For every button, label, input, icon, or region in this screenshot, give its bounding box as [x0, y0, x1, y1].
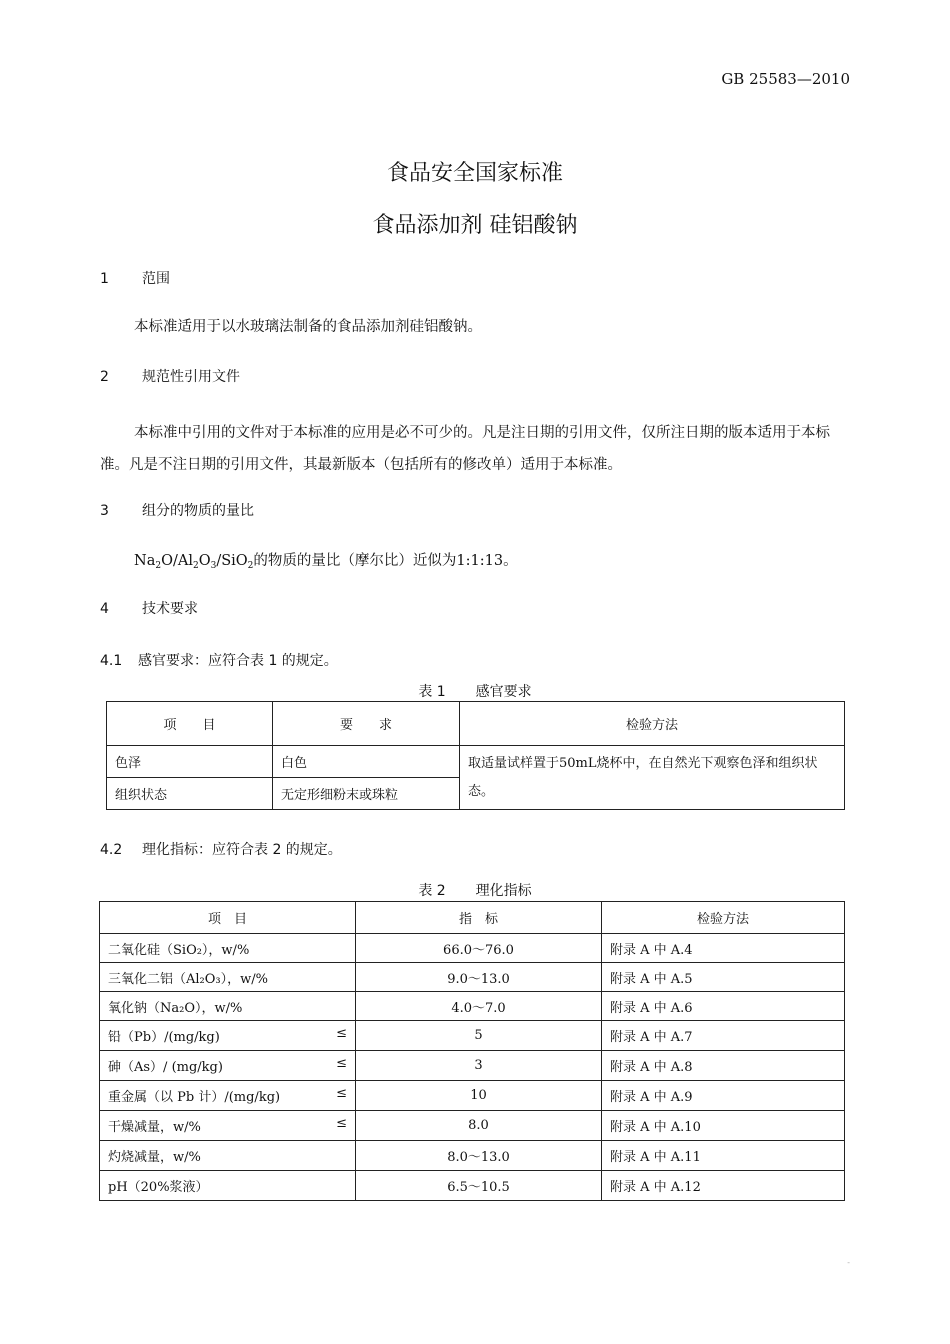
table-row [100, 1081, 845, 1111]
section-title: 技术要求 [142, 601, 198, 617]
section-title: 理化指标：应符合表 2 的规定。 [142, 842, 342, 858]
formula-part: O [198, 553, 211, 569]
table-cell: 色泽 [107, 746, 273, 778]
section-1-text [100, 311, 852, 343]
table-row [100, 934, 845, 963]
section-4-2-heading [100, 839, 342, 859]
section-title: 规范性引用文件 [142, 369, 240, 385]
table-header-row [107, 702, 845, 746]
paragraph-text: 本标准适用于以水玻璃法制备的食品添加剂硅铝酸钠。 [134, 319, 482, 335]
table-cell: 8.0 [356, 1111, 602, 1141]
table-1 [106, 701, 845, 810]
table-cell [100, 1111, 356, 1141]
document-title: 食品安全国家标准 [386, 161, 563, 186]
formula-subscript: 2 [247, 561, 254, 571]
formula-subscript: 3 [210, 561, 217, 571]
table-cell: 10 [356, 1081, 602, 1111]
document-subtitle: 食品添加剂 硅铝酸钠 [372, 213, 578, 238]
standard-code: GB 25583—2010 [721, 70, 850, 88]
table-cell [100, 934, 356, 963]
table-cell: 附录 A 中 A.11 [602, 1141, 845, 1171]
table-row [107, 746, 845, 778]
caption-number: 表 1 [418, 684, 446, 700]
item-label: 二氧化硅（SiO₂），w/% [108, 942, 250, 958]
le-symbol: ≤ [336, 1026, 347, 1041]
caption-title: 感官要求 [475, 684, 532, 700]
table-header-row [100, 902, 845, 934]
table-cell [100, 963, 356, 992]
column-header: 检验方法 [602, 902, 845, 934]
table-cell: 组织状态 [107, 778, 273, 810]
table-row [100, 1051, 845, 1081]
table-cell: 附录 A 中 A.8 [602, 1051, 845, 1081]
item-label: 干燥减量，w/% [108, 1120, 201, 1135]
table-cell: 8.0～13.0 [356, 1141, 602, 1171]
le-symbol: ≤ [336, 1086, 347, 1101]
column-header: 指 标 [356, 902, 602, 934]
item-label: 氧化钠（Na₂O），w/% [108, 1000, 243, 1016]
column-header: 项 目 [107, 702, 273, 746]
table-cell [100, 1021, 356, 1051]
section-2-text [100, 417, 852, 481]
section-number: 4 [100, 601, 109, 617]
section-1-heading [100, 268, 170, 288]
section-2-heading [100, 366, 240, 386]
table-row [100, 963, 845, 992]
table-cell: 附录 A 中 A.7 [602, 1021, 845, 1051]
table-cell: 5 [356, 1021, 602, 1051]
table-cell: 附录 A 中 A.5 [602, 963, 845, 992]
table-cell: 3 [356, 1051, 602, 1081]
column-header: 项 目 [100, 902, 356, 934]
table-cell: 附录 A 中 A.6 [602, 992, 845, 1021]
table-cell [100, 1051, 356, 1081]
section-number: 4.1 [100, 653, 123, 669]
page-mark: - [847, 1258, 850, 1267]
paragraph-text: 的物质的量比（摩尔比）近似为1:1:13。 [253, 553, 518, 569]
table-row [100, 992, 845, 1021]
item-label: 铅（Pb）/(mg/kg) [108, 1030, 220, 1045]
table-cell: 4.0～7.0 [356, 992, 602, 1021]
caption-title: 理化指标 [475, 883, 532, 899]
section-title: 组分的物质的量比 [142, 503, 254, 519]
table-2 [99, 901, 845, 1201]
caption-number: 表 2 [418, 883, 446, 899]
table-cell: 无定形细粉末或珠粒 [273, 778, 460, 810]
item-label: 重金属（以 Pb 计）/(mg/kg) [108, 1090, 281, 1105]
section-3-heading [100, 500, 254, 520]
section-title: 范围 [142, 271, 170, 287]
table-1-caption [0, 681, 950, 701]
table-cell: 取适量试样置于50mL烧杯中，在自然光下观察色泽和组织状态。 [460, 746, 845, 810]
le-symbol: ≤ [336, 1116, 347, 1131]
table-row [100, 1141, 845, 1171]
column-header: 检验方法 [460, 702, 845, 746]
section-number: 2 [100, 369, 109, 385]
formula-part: Na [134, 553, 156, 569]
table-row [100, 1021, 845, 1051]
formula-subscript: 2 [192, 561, 199, 571]
table-cell [100, 1171, 356, 1201]
table-cell: 9.0～13.0 [356, 963, 602, 992]
table-cell: 附录 A 中 A.9 [602, 1081, 845, 1111]
formula-part: /SiO [216, 553, 248, 569]
item-label: 砷（As）/ (mg/kg) [108, 1060, 223, 1075]
item-label: 灼烧减量，w/% [108, 1150, 201, 1165]
table-cell [100, 992, 356, 1021]
paragraph-text: 本标准中引用的文件对于本标准的应用是必不可少的。凡是注日期的引用文件，仅所注日期的版本适用于本标准。凡是不注日期的引用文件，其最新版本（包括所有的修改单）适用于本标准。 [100, 425, 830, 473]
section-number: 4.2 [100, 842, 123, 858]
section-title: 感官要求：应符合表 1 的规定。 [138, 653, 338, 669]
table-cell [100, 1141, 356, 1171]
table-2-caption [0, 880, 950, 900]
table-cell: 6.5～10.5 [356, 1171, 602, 1201]
section-number: 1 [100, 271, 109, 287]
table-cell: 66.0～76.0 [356, 934, 602, 963]
section-3-text [100, 545, 852, 577]
item-label: pH（20%浆液） [108, 1180, 209, 1195]
le-symbol: ≤ [336, 1056, 347, 1071]
item-label: 三氧化二铝（Al₂O₃），w/% [108, 971, 268, 987]
section-4-heading [100, 598, 198, 618]
table-row [100, 1111, 845, 1141]
section-number: 3 [100, 503, 109, 519]
section-4-1-heading [100, 650, 338, 670]
column-header: 要 求 [273, 702, 460, 746]
table-cell [100, 1081, 356, 1111]
table-cell: 附录 A 中 A.4 [602, 934, 845, 963]
table-cell: 附录 A 中 A.12 [602, 1171, 845, 1201]
formula-part: O/Al [161, 553, 193, 569]
table-cell: 附录 A 中 A.10 [602, 1111, 845, 1141]
formula-subscript: 2 [155, 561, 162, 571]
table-cell: 白色 [273, 746, 460, 778]
table-row [100, 1171, 845, 1201]
